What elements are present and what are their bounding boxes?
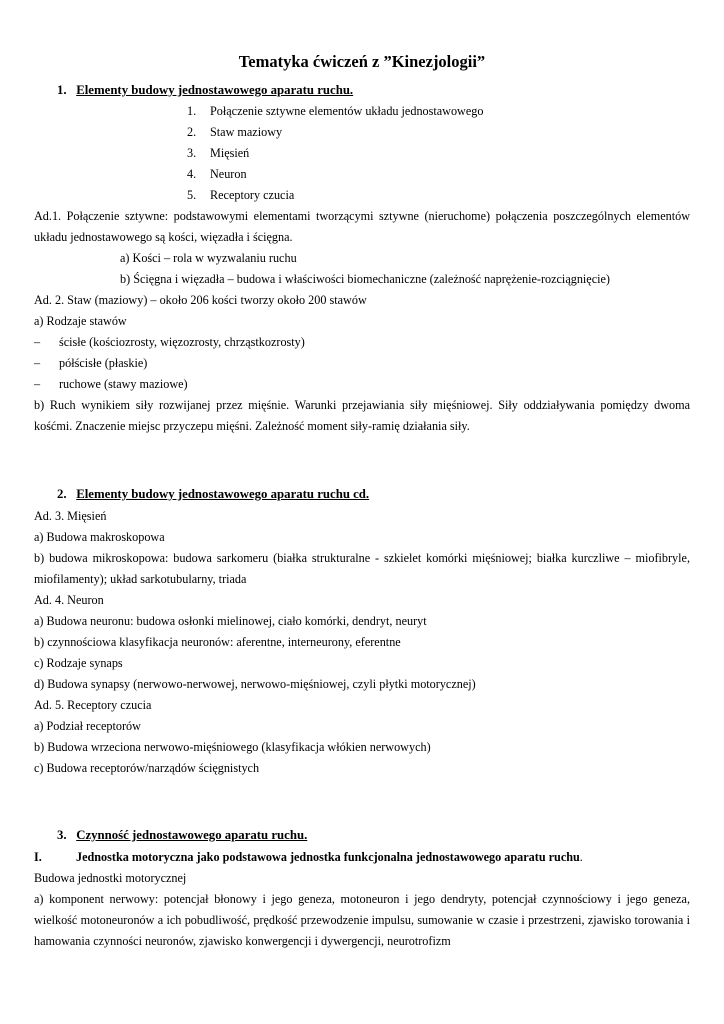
- section-1-heading: [57, 82, 353, 98]
- text-line: miofilamenty); układ sarkotubularny, triada: [34, 572, 247, 586]
- list-number: 4.: [187, 167, 197, 181]
- text-line: b) Budowa wrzeciona nerwowo-mięśniowego (klasyfikacja włókien nerwowych): [34, 740, 431, 754]
- text-line: b) czynnościowa klasyfikacja neuronów: aferentne, interneurony, eferentne: [34, 635, 401, 649]
- list-item: [187, 124, 282, 140]
- section-2-heading: [57, 486, 369, 502]
- dash-list-item: [34, 355, 147, 371]
- roman-subheading: [34, 849, 583, 865]
- ad2-item-b-line: kośćmi. Znaczenie miejsc przyczepu mięśni. Zależność moment siły-ramię działania siły.: [34, 419, 470, 433]
- section-number: 3.: [57, 828, 67, 842]
- text-line: a) Budowa makroskopowa: [34, 530, 165, 544]
- list-item: [187, 145, 249, 161]
- ad1-paragraph-line: Ad.1. Połączenie sztywne: podstawowymi elementami tworzącymi sztywne (nieruchome) połączenia poszczególnych elementów: [34, 209, 690, 223]
- list-text: ścisłe (kościozrosty, więzozrosty, chrząstkozrosty): [59, 335, 305, 349]
- text-line: c) Rodzaje synaps: [34, 656, 123, 670]
- paragraph-line: hamowania czynności neuronów, zjawisko konwergencji i dywergencji, neurotrofizm: [34, 934, 451, 948]
- list-number: 2.: [187, 125, 197, 139]
- section-title: Elementy budowy jednostawowego aparatu ruchu cd.: [76, 487, 370, 501]
- dash-bullet: –: [34, 356, 41, 370]
- text-line: Ad. 4. Neuron: [34, 593, 104, 607]
- list-text: Receptory czucia: [210, 188, 295, 202]
- list-text: ruchowe (stawy maziowe): [59, 377, 188, 391]
- roman-subheading-text: Jednostka motoryczna jako podstawowa jednostka funkcjonalna jednostawowego aparatu ruchu: [76, 850, 580, 864]
- section-3-heading: [57, 827, 307, 843]
- roman-subheading-dot: .: [579, 850, 583, 864]
- text-line: Ad. 5. Receptory czucia: [34, 698, 152, 712]
- ad2-item-b-line: b) Ruch wynikiem siły rozwijanej przez mięśnie. Warunki przejawiania siły mięśniowej. Siły oddziaływania pomiędzy dwoma: [34, 398, 690, 412]
- list-number: 3.: [187, 146, 197, 160]
- section-number: 2.: [57, 487, 67, 501]
- text-line: a) Budowa neuronu: budowa osłonki mielinowej, ciało komórki, dendryt, neuryt: [34, 614, 427, 628]
- dash-list-item: [34, 334, 305, 350]
- list-item: [187, 103, 483, 119]
- text-line: Ad. 3. Mięsień: [34, 509, 107, 523]
- list-number: 5.: [187, 188, 197, 202]
- ad2-heading: Ad. 2. Staw (maziowy) – około 206 kości tworzy około 200 stawów: [34, 293, 367, 307]
- list-text: Staw maziowy: [210, 125, 283, 139]
- list-number: 1.: [187, 104, 197, 118]
- paragraph-line: a) komponent nerwowy: potencjał błonowy i jego geneza, motoneuron i jego dendryty, potencjał czynnościowy i jego geneza,: [34, 892, 690, 906]
- dash-list-item: [34, 376, 188, 392]
- page-title: Tematyka ćwiczeń z ”Kinezjologii”: [238, 52, 486, 71]
- list-text: półścisłe (płaskie): [59, 356, 148, 370]
- text-line: d) Budowa synapsy (nerwowo-nerwowej, nerwowo-mięśniowej, czyli płytki motorycznej): [34, 677, 476, 691]
- list-text: Mięsień: [210, 146, 250, 160]
- ad1-item-a: a) Kości – rola w wyzwalaniu ruchu: [120, 251, 297, 265]
- text-line: c) Budowa receptorów/narządów ścięgnistych: [34, 761, 260, 775]
- text-line: a) Podział receptorów: [34, 719, 141, 733]
- text-line: b) budowa mikroskopowa: budowa sarkomeru (białka strukturalne - szkielet komórki mięśniowej; białka kurczliwe – miofibryle,: [34, 551, 690, 565]
- ad1-item-b: b) Ścięgna i więzadła – budowa i właściwości biomechaniczne (zależność naprężenie-rozciągnięcie): [120, 272, 610, 286]
- ad2-item-a: a) Rodzaje stawów: [34, 314, 127, 328]
- text-line: Budowa jednostki motorycznej: [34, 871, 187, 885]
- ad1-paragraph-line: układu jednostawowego są kości, więzadła i ścięgna.: [34, 230, 293, 244]
- section-title: Elementy budowy jednostawowego aparatu ruchu.: [76, 83, 354, 97]
- list-text: Neuron: [210, 167, 247, 181]
- paragraph-line: wielkość motoneuronów a ich pobudliwość, prędkość przewodzenie impulsu, sumowanie w czasie i przestrzeni, zjawisko torowania i: [34, 913, 690, 927]
- list-item: [187, 187, 294, 203]
- list-text: Połączenie sztywne elementów układu jednostawowego: [210, 104, 484, 118]
- list-item: [187, 166, 247, 182]
- dash-bullet: –: [34, 335, 41, 349]
- dash-bullet: –: [34, 377, 41, 391]
- section-number: 1.: [57, 83, 67, 97]
- roman-numeral: I.: [34, 850, 42, 864]
- section-title: Czynność jednostawowego aparatu ruchu.: [76, 828, 308, 842]
